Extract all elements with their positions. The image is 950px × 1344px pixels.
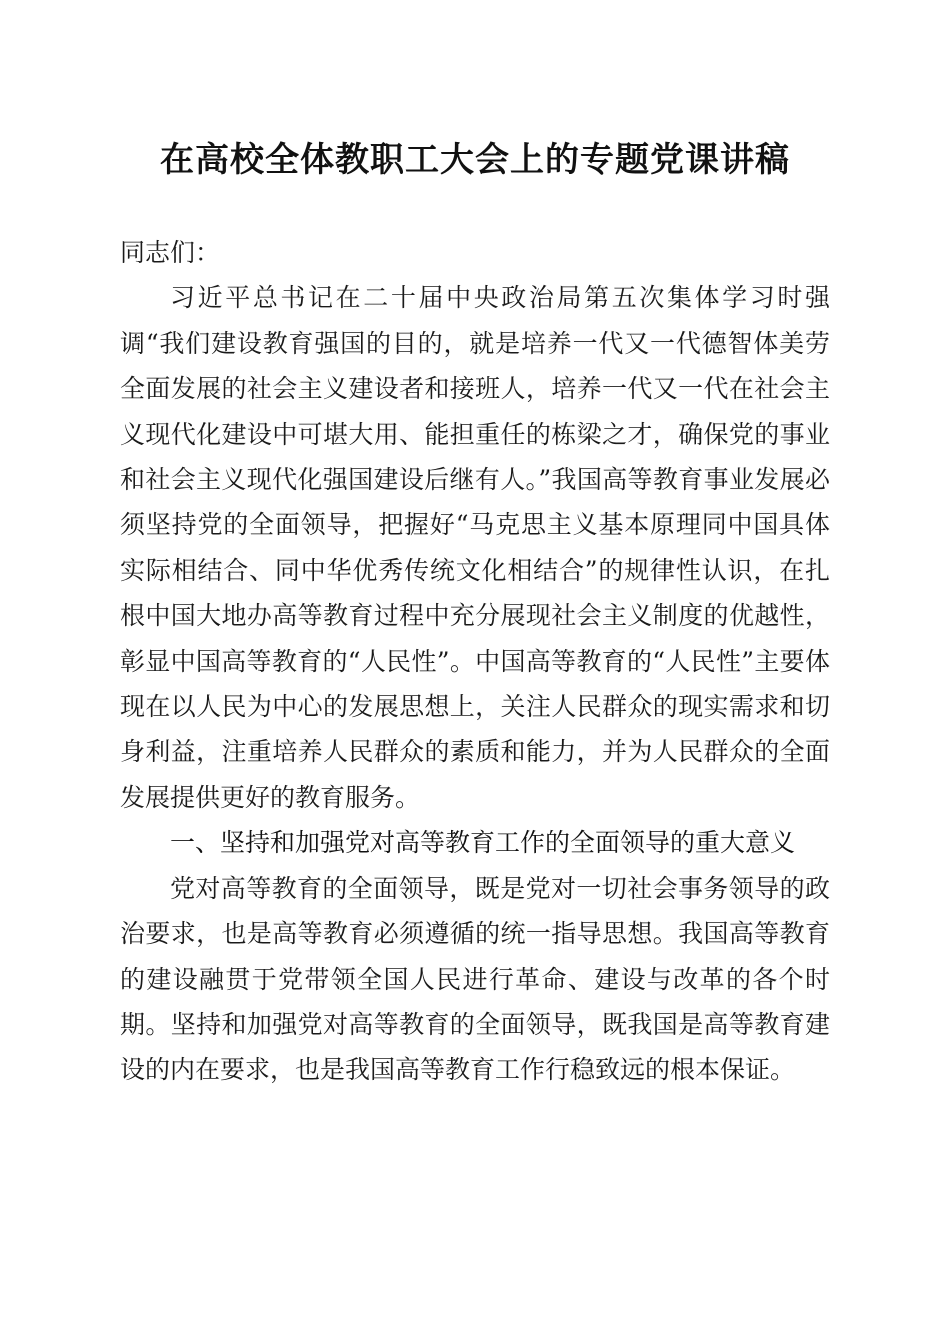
salutation: 同志们： [120, 238, 221, 267]
intro-paragraph: 习近平总书记在二十届中央政治局第五次集体学习时强调“我们建设教育强国的目的，就是培养一代又一代德智体美劳全面发展的社会主义建设者和接班人，培养一代又一代在社会主义现代化建设中可堪大用、能担重任的栋梁之才，确保党的事业和社会主义现代化强国建设后继有人。”我国高等教育事业发展必须坚持党的全面领导，把握好“马克思主义基本原理同中国具体实际相结合、同中华优秀传统文化相结合”的规律性认识，在扎根中国大地办高等教育过程中充分展现社会主义制度的优越性，彰显中国高等教育的“人民性”。中国高等教育的“人民性”主要体现在以人民为中心的发展思想上，关注人民群众的现实需求和切身利益，注重培养人民群众的素质和能力，并为人民群众的全面发展提供更好的教育服务。 [120, 283, 830, 812]
document-body [120, 230, 830, 1093]
section-heading: 一、坚持和加强党对高等教育工作的全面领导的重大意义 [170, 828, 796, 858]
document-title: 在高校全体教职工大会上的专题党课讲稿 [160, 140, 790, 180]
section-paragraph: 党对高等教育的全面领导，既是党对一切社会事务领导的政治要求，也是高等教育必须遵循的统一指导思想。我国高等教育的建设融贯于党带领全国人民进行革命、建设与改革的各个时期。坚持和加强党对高等教育的全面领导，既我国是高等教育建设的内在要求，也是我国高等教育工作行稳致远的根本保证。 [120, 873, 830, 1085]
